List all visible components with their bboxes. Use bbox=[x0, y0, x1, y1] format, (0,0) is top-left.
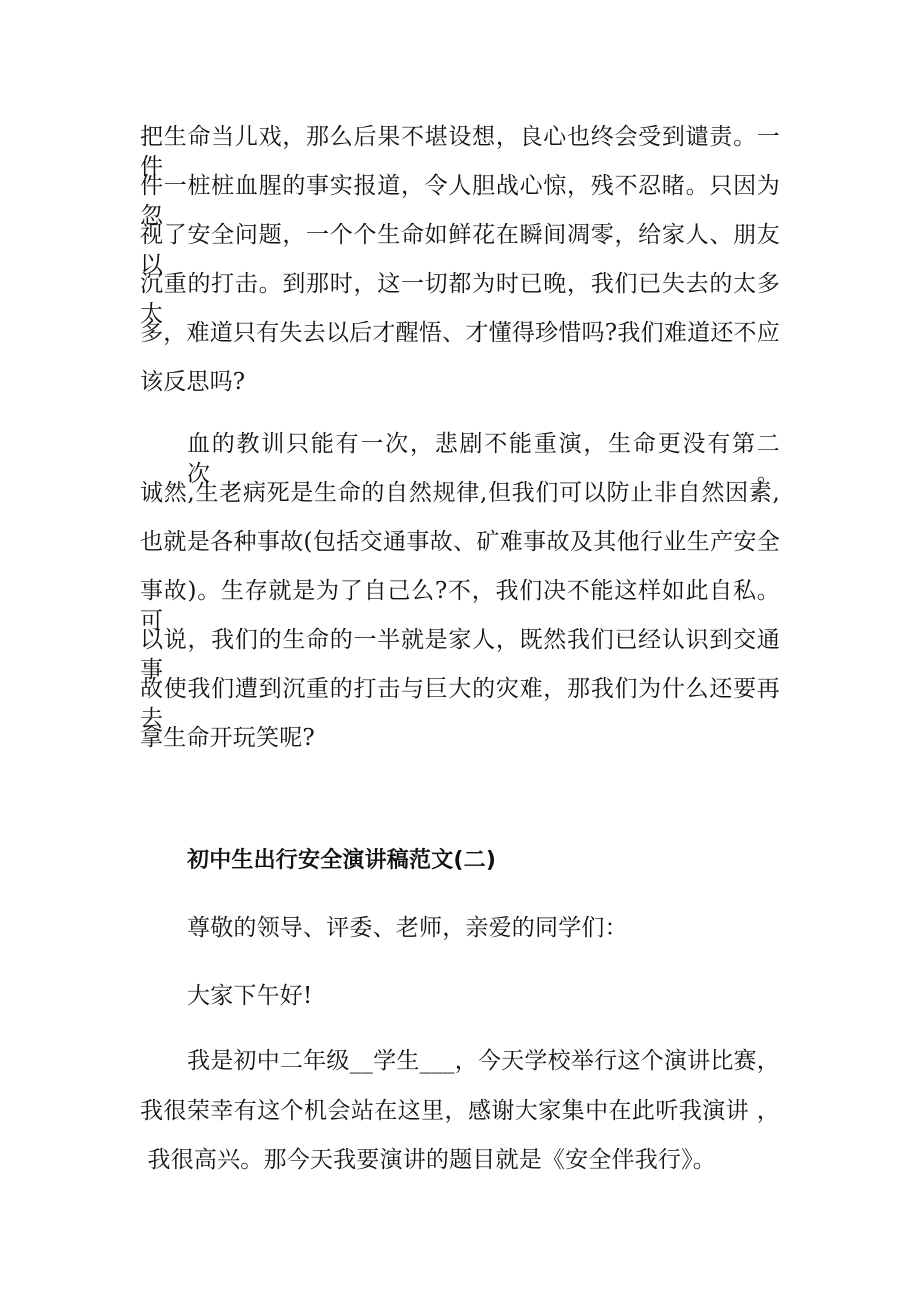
paragraph-2-line-7: 拿生命开玩笑呢? bbox=[140, 725, 315, 751]
paragraph-3-line-2: 我很荣幸有这个机会站在这里，感谢大家集中在此听我演讲 ， bbox=[140, 1098, 780, 1124]
paragraph-2-line-6: 故使我们遭到沉重的打击与巨大的灾难，那我们为什么还要再去 bbox=[140, 676, 780, 732]
paragraph-2-line-2: 诚然,生老病死是生命的自然规律,但我们可以防止非自然因素, bbox=[140, 480, 780, 506]
section-heading: 初中生出行安全演讲稿范文(二) bbox=[187, 848, 497, 873]
paragraph-2-line-3: 也就是各种事故(包括交通事故、矿难事故及其他行业生产安全 bbox=[140, 529, 780, 555]
paragraph-1-line-3: 视了安全问题，一个个生命如鲜花在瞬间凋零，给家人、朋友以 bbox=[140, 222, 780, 278]
paragraph-1-line-2: 件一桩桩血腥的事实报道，令人胆战心惊，残不忍睹。只因为忽 bbox=[140, 173, 780, 229]
paragraph-1-line-6: 该反思吗? bbox=[140, 369, 246, 395]
paragraph-1-line-4: 沉重的打击。到那时，这一切都为时已晚，我们已失去的太多太 bbox=[140, 271, 780, 327]
paragraph-1-line-5: 多，难道只有失去以后才醒悟、才懂得珍惜吗?我们难道还不应 bbox=[140, 320, 780, 346]
paragraph-2-line-1: 血的教训只能有一次，悲剧不能重演，生命更没有第二次。 bbox=[187, 431, 780, 487]
paragraph-2-line-5: 以说，我们的生命的一半就是家人，既然我们已经认识到交通事 bbox=[140, 627, 780, 683]
paragraph-1-line-1: 把生命当儿戏，那么后果不堪设想，良心也终会受到谴责。一件 bbox=[140, 124, 780, 180]
paragraph-3-line-3: 我很高兴。那今天我要演讲的题目就是《安全伴我行》。 bbox=[140, 1147, 717, 1173]
greeting: 大家下午好! bbox=[187, 983, 313, 1009]
salutation: 尊敬的领导、评委、老师，亲爱的同学们： bbox=[187, 915, 628, 941]
paragraph-3-line-1: 我是初中二年级__学生___，今天学校举行这个演讲比赛， bbox=[187, 1048, 780, 1074]
paragraph-2-line-4: 事故)。生存就是为了自己么?不，我们决不能这样如此自私。可 bbox=[140, 578, 780, 634]
